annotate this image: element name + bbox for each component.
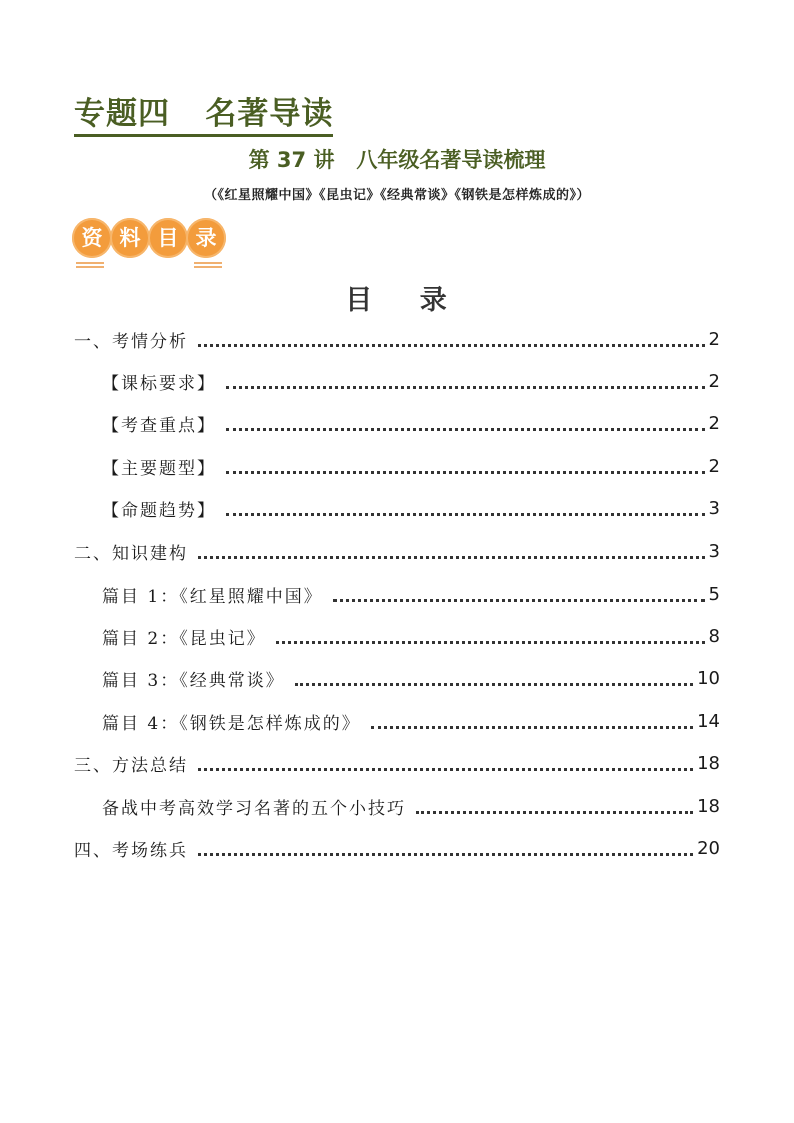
topic-title: 专题四 名著导读 [74,94,333,137]
badge-char: 录 [186,218,226,258]
toc-entry[interactable] [74,536,720,566]
toc-entry-label: 篇目 2：《昆虫记》 [102,628,266,649]
toc-leader [333,599,705,602]
badge-char: 目 [148,218,188,258]
toc-entry-label: 【主要题型】 [102,458,216,479]
badge-char: 料 [110,218,150,258]
toc-entry-label: 【课标要求】 [102,373,216,394]
subtitle: （《红星照耀中国》《昆虫记》《经典常谈》《钢铁是怎样炼成的》） [203,188,590,203]
toc-entry-label: 篇目 3：《经典常谈》 [102,670,285,691]
toc-entry-page: 18 [697,795,720,817]
toc-entry-page: 10 [697,667,720,689]
toc-entry-label: 一、考情分析 [74,331,188,352]
toc-entry[interactable] [102,706,720,736]
toc-entry-page: 20 [697,837,720,859]
toc-entry[interactable] [102,621,720,651]
toc-entry[interactable] [102,579,720,609]
toc-entry-page: 3 [708,540,720,562]
toc-leader [276,641,705,644]
badge-char: 资 [72,218,112,258]
toc-entry-page: 2 [708,412,720,434]
toc-leader [198,768,693,771]
toc-entry[interactable] [74,324,720,354]
toc-entry-label: 三、方法总结 [74,755,188,776]
toc-entry-page: 14 [697,710,720,732]
toc-leader [198,556,705,559]
toc-entry[interactable] [102,366,720,396]
toc-entry-page: 8 [708,625,720,647]
toc-entry-label: 二、知识建构 [74,543,188,564]
toc-entry-page: 2 [708,370,720,392]
toc-leader [416,811,693,814]
toc-entry-page: 5 [708,583,720,605]
toc-entry-label: 备战中考高效学习名著的五个小技巧 [102,798,406,819]
toc-entry-label: 【命题趋势】 [102,500,216,521]
toc-entry-label: 篇目 4：《钢铁是怎样炼成的》 [102,713,361,734]
badge-underline [76,262,104,264]
toc-leader [226,386,705,389]
toc-leader [198,853,693,856]
toc-entry[interactable] [102,663,720,693]
toc-entry[interactable] [102,791,720,821]
toc-entry-label: 四、考场练兵 [74,840,188,861]
toc-entry[interactable] [102,408,720,438]
toc-heading: 目 录 [345,285,449,316]
toc-leader [295,683,693,686]
toc-leader [226,428,705,431]
badge-underline [194,266,222,268]
toc-entry-page: 3 [708,497,720,519]
toc-leader [226,471,705,474]
badge-underline [76,266,104,268]
badge-underline [194,262,222,264]
toc-entry[interactable] [74,833,720,863]
lecture-title: 第 37 讲 八年级名著导读梳理 [248,148,546,172]
toc-entry[interactable] [102,451,720,481]
toc-leader [371,726,693,729]
toc-entry[interactable] [102,493,720,523]
toc-entry[interactable] [74,748,720,778]
toc-entry-page: 2 [708,455,720,477]
toc-entry-page: 18 [697,752,720,774]
toc-entry-page: 2 [708,328,720,350]
toc-leader [198,344,705,347]
toc-leader [226,513,705,516]
toc-entry-label: 【考查重点】 [102,415,216,436]
toc-entry-label: 篇目 1：《红星照耀中国》 [102,586,323,607]
